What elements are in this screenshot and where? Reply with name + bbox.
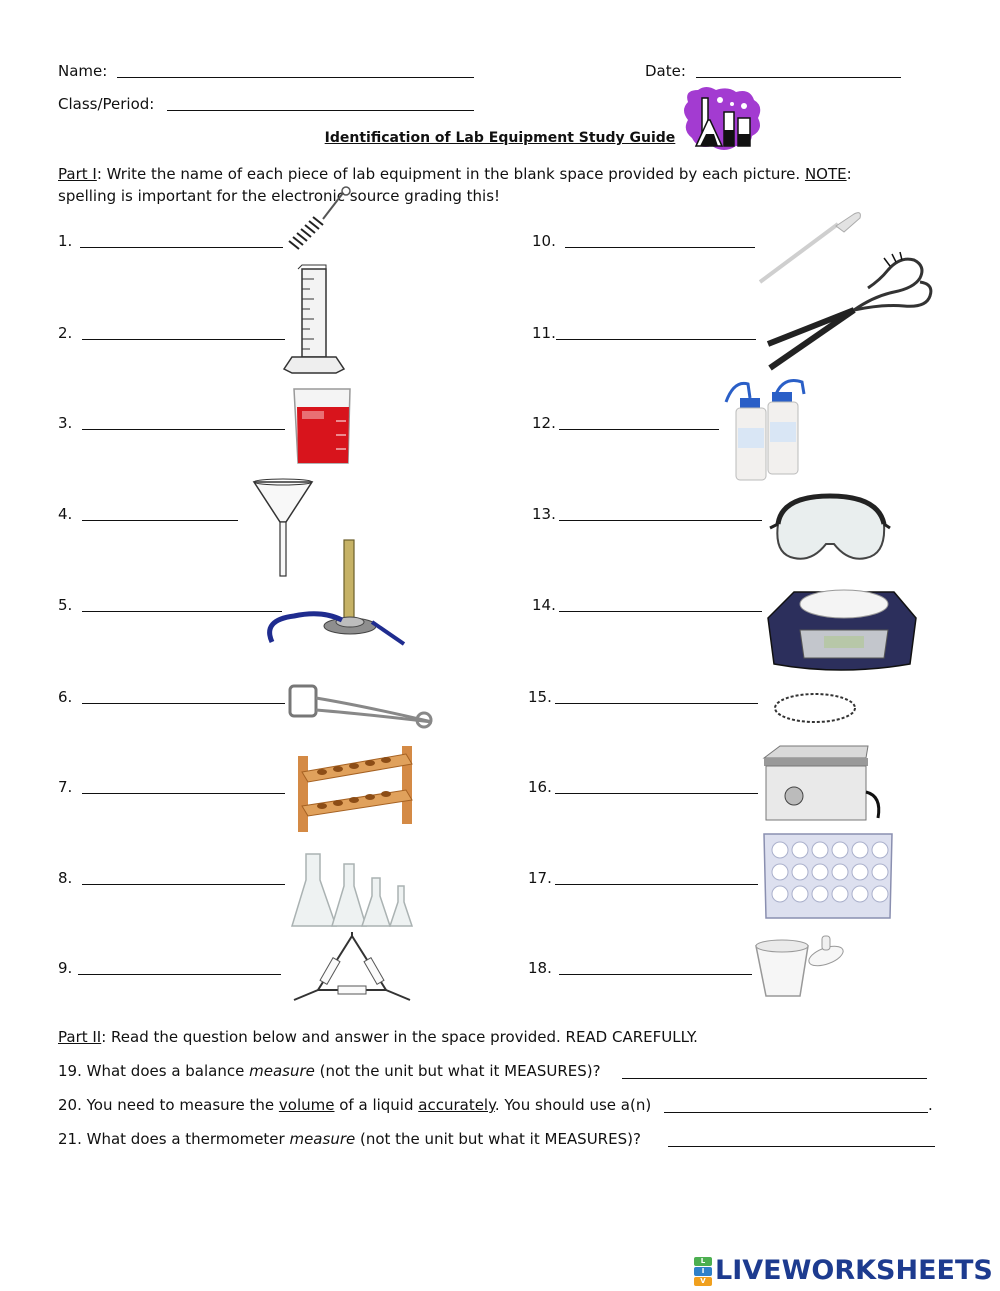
note-colon: : — [846, 165, 852, 183]
liveworksheets-badge-icon — [694, 1257, 712, 1285]
item-number: 1. — [58, 232, 73, 250]
wash-bottle-icon — [724, 376, 814, 486]
answer-field-10[interactable] — [565, 247, 755, 248]
crucible-tongs-icon — [764, 248, 936, 376]
item-number: 13. — [532, 505, 556, 523]
item-number: 3. — [58, 414, 73, 432]
part1-instruction-line2: spelling is important for the electronic source grading this! — [58, 187, 501, 205]
question-19-emphasis: measure — [249, 1062, 315, 1080]
beaker-icon — [288, 385, 358, 467]
question-19-text: 19. What does a balance — [58, 1062, 250, 1080]
question-20-text: 20. You need to measure the — [58, 1096, 279, 1114]
question-20 — [58, 1096, 651, 1114]
item-number: 9. — [58, 959, 73, 977]
answer-field-18[interactable] — [559, 974, 752, 975]
item-number: 18. — [528, 959, 552, 977]
spot-plate-icon — [762, 832, 894, 920]
item-number: 10. — [532, 232, 556, 250]
question-19 — [58, 1062, 601, 1080]
class-period-label: Class/Period: — [58, 95, 155, 113]
item-number: 7. — [58, 778, 73, 796]
question-21-text-end: (not the unit but what it MEASURES)? — [355, 1130, 641, 1148]
item-number: 2. — [58, 324, 73, 342]
part2-instruction-text: : Read the question below and answer in the space provided. READ CAREFULLY. — [101, 1028, 698, 1046]
clay-triangle-icon — [292, 932, 412, 1004]
answer-field-12[interactable] — [559, 429, 719, 430]
answer-field-14[interactable] — [559, 611, 762, 612]
question-20-emphasis-accurately: accurately — [418, 1096, 495, 1114]
item-number: 17. — [528, 869, 552, 887]
name-field[interactable] — [117, 77, 474, 78]
item-number: 6. — [58, 688, 73, 706]
answer-field-15[interactable] — [555, 703, 758, 704]
question-21-emphasis: measure — [289, 1130, 356, 1148]
item-number: 12. — [532, 414, 556, 432]
answer-field-4[interactable] — [82, 520, 238, 521]
answer-field-13[interactable] — [559, 520, 762, 521]
safety-goggles-icon — [768, 484, 892, 568]
answer-field-20[interactable] — [664, 1112, 928, 1113]
question-20-period: . — [928, 1096, 933, 1114]
hot-plate-icon — [760, 742, 892, 824]
answer-field-7[interactable] — [82, 793, 285, 794]
item-number: 5. — [58, 596, 73, 614]
badge-letter: L — [694, 1257, 712, 1266]
liveworksheets-logo-text: LIVEWORKSHEETS — [715, 1255, 993, 1286]
liveworksheets-logo — [694, 1255, 993, 1286]
item-number: 11. — [532, 324, 556, 342]
answer-field-11[interactable] — [556, 339, 756, 340]
test-tube-rack-icon — [294, 742, 418, 834]
part1-label: Part I — [58, 165, 97, 183]
part1-instruction — [58, 165, 852, 183]
crucible-and-lid-icon — [752, 928, 848, 1000]
part1-instruction-text: : Write the name of each piece of lab equipment in the blank space provided by each picture. — [96, 165, 805, 183]
question-19-text-end: (not the unit but what it MEASURES)? — [314, 1062, 601, 1080]
question-20-text-mid: of a liquid — [334, 1096, 419, 1114]
test-tube-brush-icon — [285, 185, 355, 255]
electronic-balance-icon — [760, 578, 922, 678]
graduated-cylinder-icon — [280, 265, 360, 375]
wire-gauze-icon — [772, 690, 858, 726]
name-label: Name: — [58, 62, 108, 80]
question-20-emphasis-volume: volume — [278, 1096, 335, 1114]
badge-letter: I — [694, 1267, 712, 1276]
answer-field-3[interactable] — [82, 429, 285, 430]
answer-field-5[interactable] — [82, 611, 282, 612]
answer-field-2[interactable] — [82, 339, 285, 340]
class-period-field[interactable] — [167, 110, 474, 111]
badge-letter: V — [694, 1277, 712, 1286]
lab-glassware-clipart-icon — [680, 84, 765, 156]
item-number: 15. — [528, 688, 552, 706]
bunsen-burner-icon — [262, 538, 412, 653]
question-21 — [58, 1130, 641, 1148]
part2-instruction — [58, 1028, 698, 1046]
item-number: 14. — [532, 596, 556, 614]
answer-field-17[interactable] — [555, 884, 758, 885]
item-number: 4. — [58, 505, 73, 523]
answer-field-19[interactable] — [622, 1078, 927, 1079]
answer-field-21[interactable] — [668, 1146, 935, 1147]
answer-field-1[interactable] — [80, 247, 283, 248]
item-number: 16. — [528, 778, 552, 796]
answer-field-6[interactable] — [82, 703, 285, 704]
page-title: Identification of Lab Equipment Study Guide — [324, 130, 676, 146]
answer-field-9[interactable] — [78, 974, 281, 975]
note-label: NOTE — [804, 165, 847, 183]
answer-field-16[interactable] — [555, 793, 758, 794]
test-tube-holder-icon — [284, 680, 444, 735]
item-number: 8. — [58, 869, 73, 887]
erlenmeyer-flasks-icon — [290, 852, 432, 932]
answer-field-8[interactable] — [82, 884, 285, 885]
date-label: Date: — [645, 62, 686, 80]
date-field[interactable] — [696, 77, 901, 78]
question-20-text-end: . You should use a(n) — [494, 1096, 652, 1114]
question-21-text: 21. What does a thermometer — [58, 1130, 290, 1148]
part2-label: Part II — [58, 1028, 102, 1046]
